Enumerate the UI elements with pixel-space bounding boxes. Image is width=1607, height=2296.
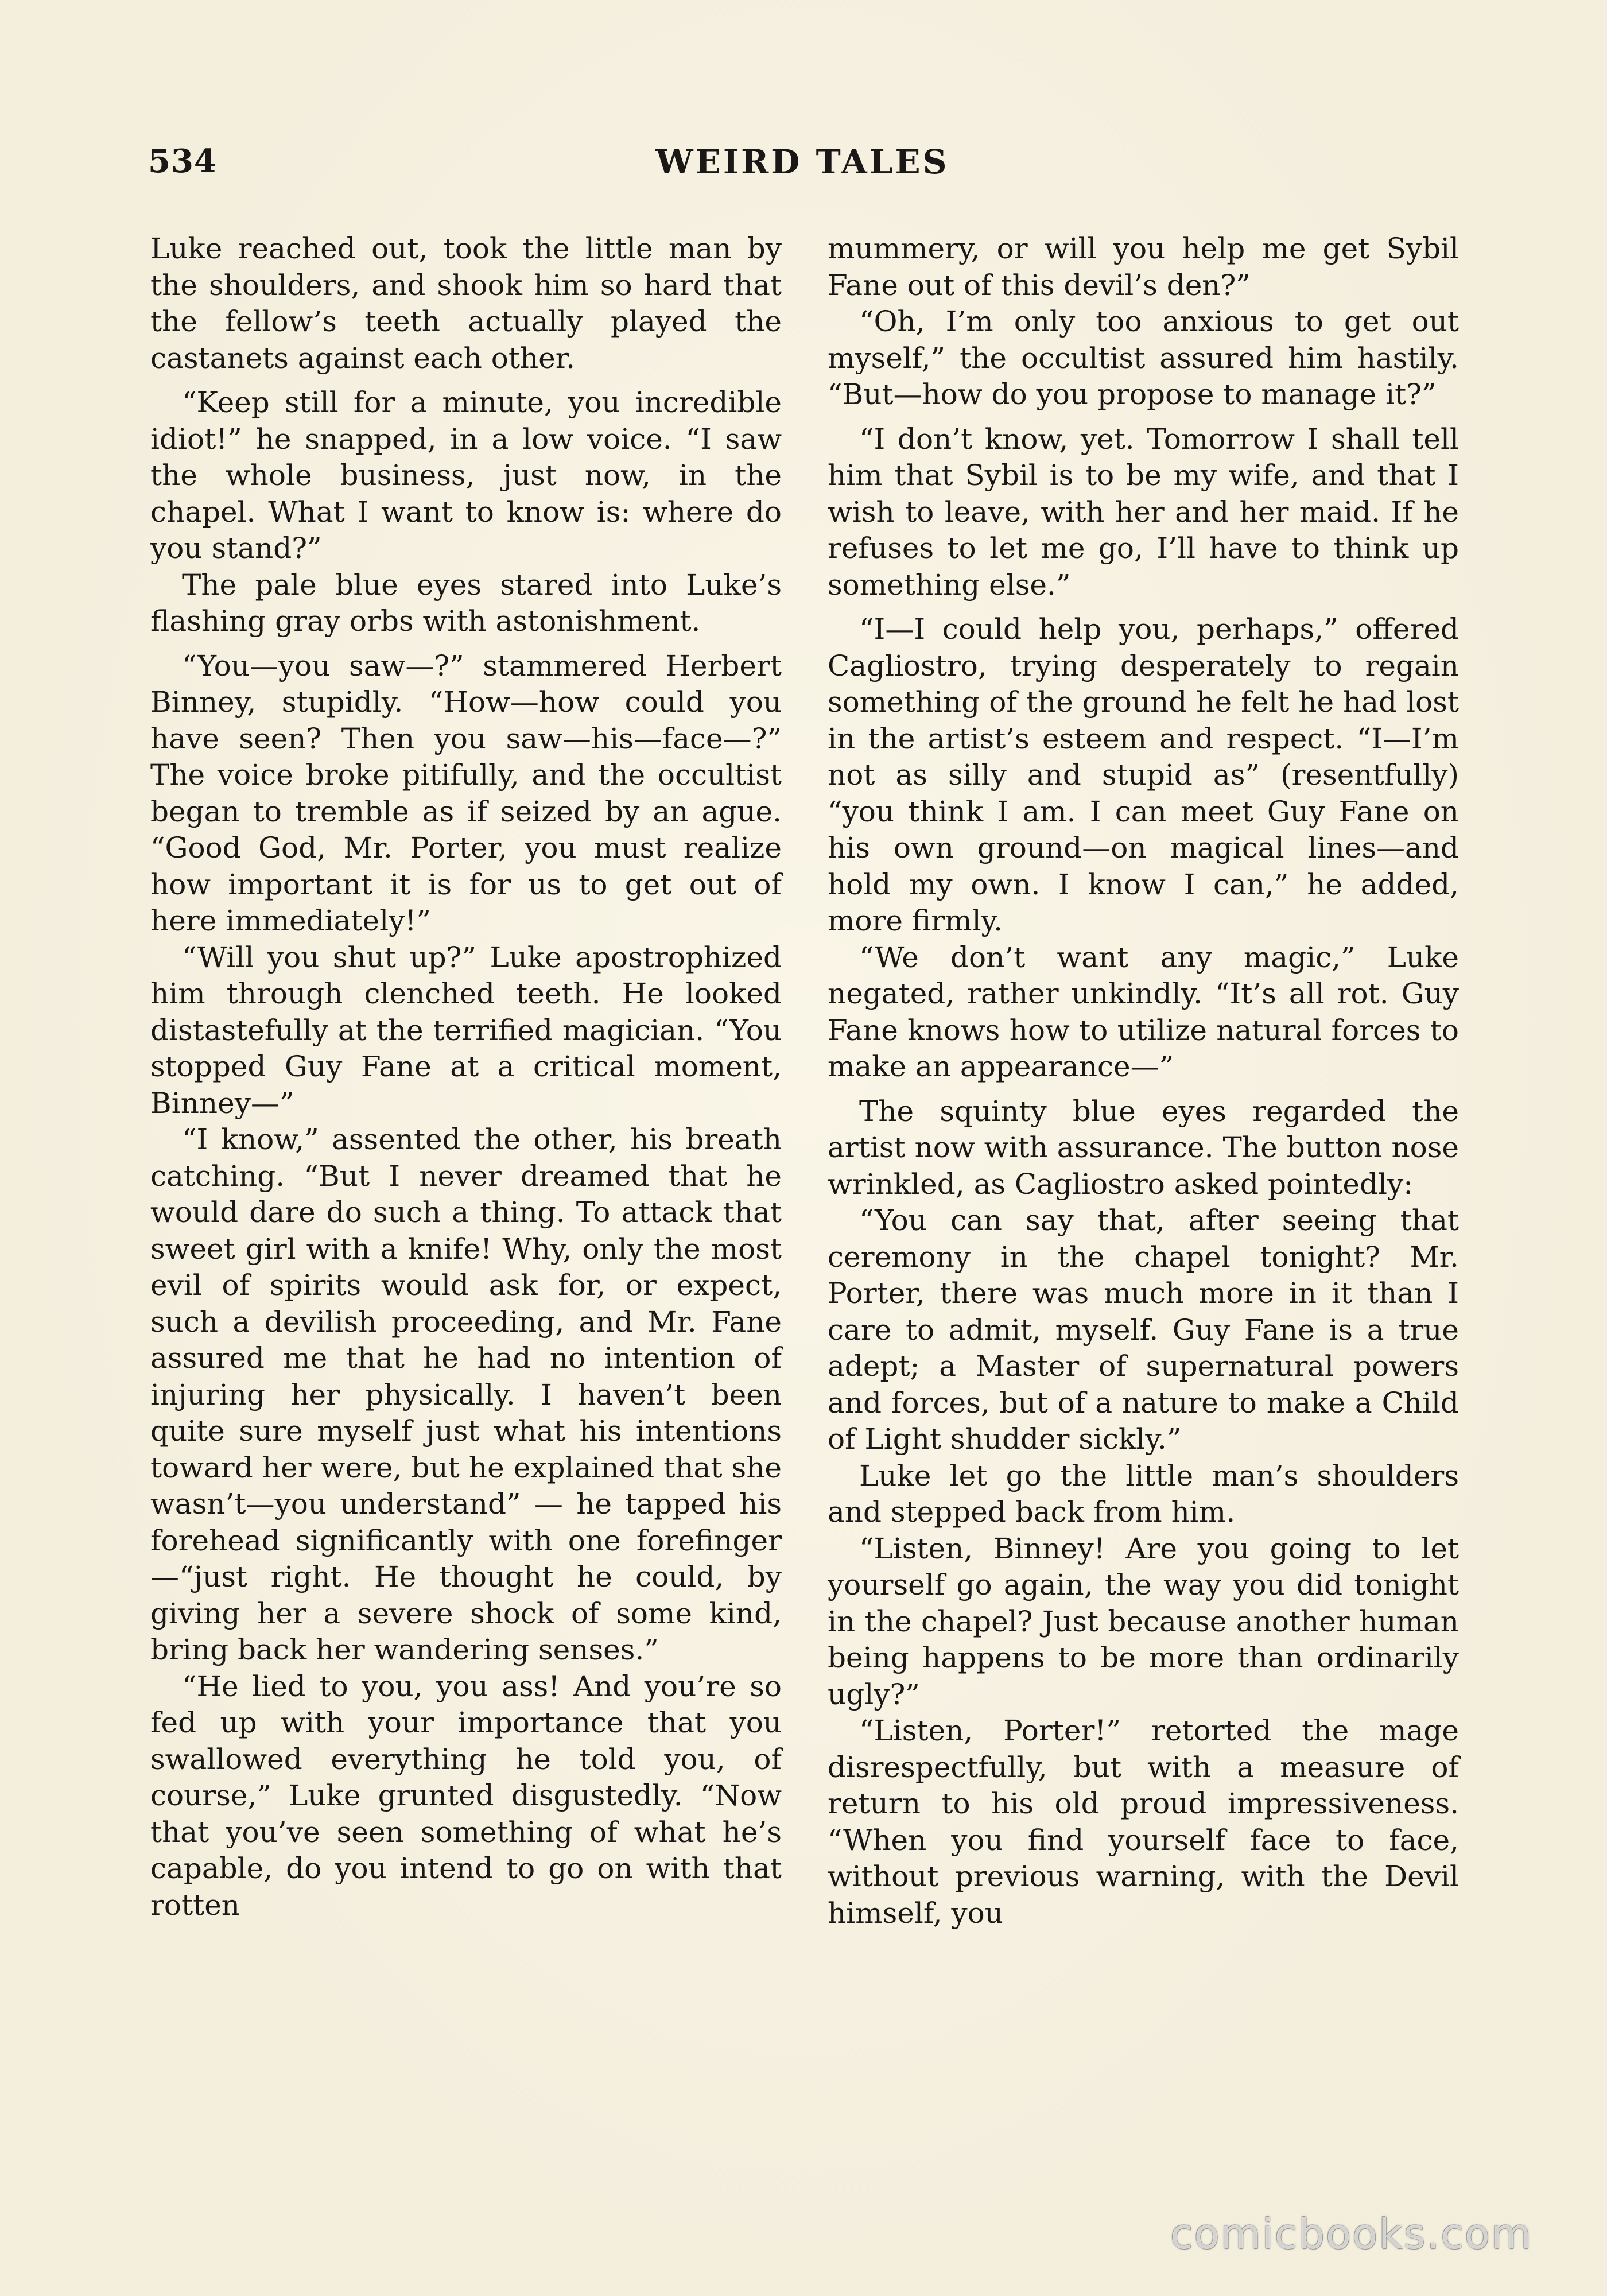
paragraph: “I don’t know, yet. Tomorrow I shall tell him that Sybil is to be my wife, and that I wish to leave, with her and her maid. If he refuses to let me go, I’ll have to think up something else.” bbox=[828, 422, 1459, 602]
paragraph: “Oh, I’m only too anxious to get out myself,” the occultist assured him hastily. “But—how do you propose to manage it?” bbox=[828, 305, 1459, 411]
paragraph: “Listen, Binney! Are you going to let yourself go again, the way you did tonight in the chapel? Just because another human being happens to be more than ordinarily ugly?” bbox=[828, 1531, 1459, 1711]
paragraph: The pale blue eyes stared into Luke’s flashing gray orbs with astonishment. bbox=[150, 568, 782, 638]
paragraph: “Listen, Porter!” retorted the mage disrespectfully, but with a measure of return to his old proud impressiveness. “When you find yourself face to face, without previous warning, with the Devil himself, you bbox=[828, 1714, 1459, 1930]
running-title: WEIRD TALES bbox=[655, 142, 949, 181]
paragraph: “You can say that, after seeing that ceremony in the chapel tonight? Mr. Porter, there was much more in it than I care to admit, myself. Guy Fane is a true adept; a Master of supernatural powers and forces, but of a nature to make a Child of Light shudder sickly.” bbox=[828, 1204, 1459, 1456]
site-watermark: comicbooks.com bbox=[1170, 2210, 1532, 2258]
paragraph: “Keep still for a minute, you incredible idiot!” he snapped, in a low voice. “I saw the whole business, just now, in the chapel. What I want to know is: where do you stand?” bbox=[150, 386, 782, 565]
paragraph: “He lied to you, you ass! And you’re so fed up with your importance that you swallowed everything he told you, of course,” Luke grunted disgustedly. “Now that you’ve seen something of what he’s capable, do you intend to go on with that rotten bbox=[150, 1669, 782, 1922]
page-header bbox=[148, 142, 1457, 194]
paragraph: “I know,” assented the other, his breath catching. “But I never dreamed that he would dare do such a thing. To attack that sweet girl with a knife! Why, only the most evil of spirits would ask for, or expect, such a devilish proceeding, and Mr. Fane assured me that he had no intention of injuring her physically. I haven’t been quite sure myself just what his intentions toward her were, but he explained that she wasn’t—you understand” — he tapped his forehead significantly with one forefinger—“just right. He thought he could, by giving her a severe shock of some kind, bring back her wandering senses.” bbox=[150, 1123, 782, 1666]
paragraph: Luke reached out, took the little man by the shoulders, and shook him so hard that the fellow’s teeth actually played the castanets against each other. bbox=[150, 232, 782, 375]
paragraph: “I—I could help you, perhaps,” offered Cagliostro, trying desperately to regain something of the ground he felt he had lost in the artist’s esteem and respect. “I—I’m not as silly and stupid as” (resentfully) “you think I am. I can meet Guy Fane on his own ground—on magical lines—and hold my own. I know I can,” he added, more firmly. bbox=[828, 612, 1459, 937]
paragraph: The squinty blue eyes regarded the artist now with assurance. The button nose wrinkled, as Cagliostro asked pointedly: bbox=[828, 1094, 1459, 1201]
right-column bbox=[828, 231, 1459, 1932]
paragraph: “Will you shut up?” Luke apostrophized him through clenched teeth. He looked distastefully at the terrified magician. “You stopped Guy Fane at a critical moment, Binney—” bbox=[150, 940, 782, 1120]
paragraph: mummery, or will you help me get Sybil Fane out of this devil’s den?” bbox=[828, 232, 1459, 302]
paragraph: “You—you saw—?” stammered Herbert Binney, stupidly. “How—how could you have seen? Then you saw—his—face—?” The voice broke pitifully, and the occultist began to tremble as if seized by an ague. “Good God, Mr. Porter, you must realize how important it is for us to get out of here immediately!” bbox=[150, 649, 782, 937]
paragraph: Luke let go the little man’s shoulders and stepped back from him. bbox=[828, 1459, 1459, 1529]
paragraph: “We don’t want any magic,” Luke negated, rather unkindly. “It’s all rot. Guy Fane knows how to utilize natural forces to make an appearance—” bbox=[828, 940, 1459, 1083]
left-column bbox=[150, 231, 782, 1923]
page-number: 534 bbox=[148, 142, 217, 180]
